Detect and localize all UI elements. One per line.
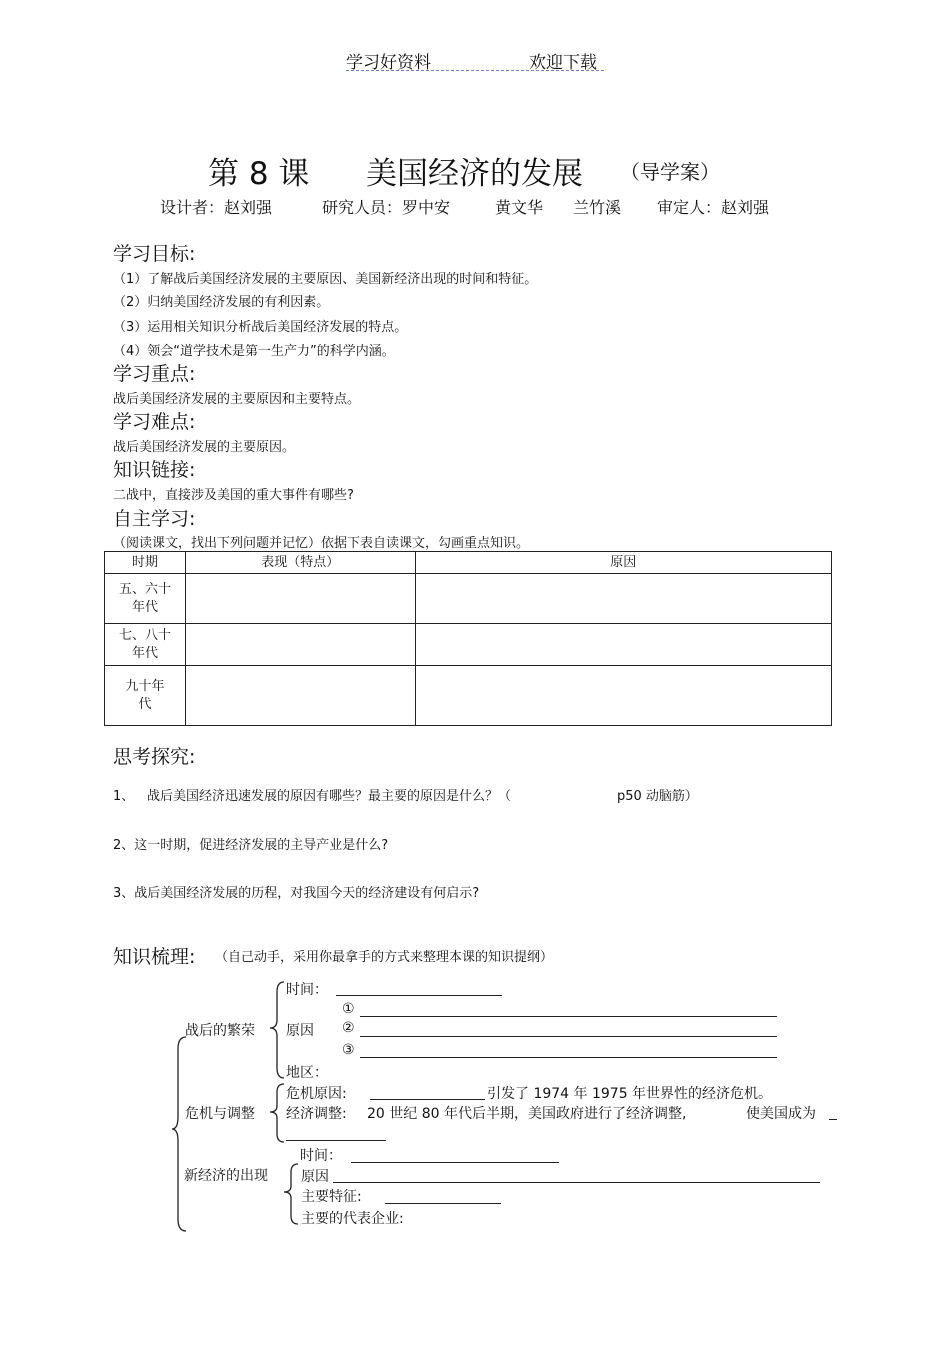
title-tag: （导学案）: [620, 160, 720, 184]
self-intro: （阅读课文，找出下列问题并记忆）依据下表自读课文，勾画重点知识。: [113, 536, 530, 551]
cause-cell[interactable]: [415, 574, 831, 624]
question-number: 1、: [113, 789, 135, 804]
designer: 设计者：赵刘强: [160, 198, 273, 217]
key-text: 战后美国经济发展的主要原因和主要特点。: [113, 392, 361, 407]
cause-cell[interactable]: [415, 666, 831, 726]
question-2: 2、这一时期，促进经济发展的主导产业是什么?: [113, 838, 389, 853]
crisis-result: 引发了 1974 年 1975 年世界性的经济危机。: [487, 1086, 773, 1102]
page-title: 美国经济的发展: [366, 156, 583, 192]
link-text: 二战中，直接涉及美国的重大事件有哪些?: [113, 488, 354, 503]
period-line: 七、八十: [118, 627, 171, 643]
period-cell: [105, 574, 186, 624]
period-line: 代: [138, 696, 152, 712]
time-blank[interactable]: [336, 995, 502, 996]
cause-marker: ②: [342, 1020, 355, 1036]
period-line: 年代: [131, 599, 158, 615]
table-row: [105, 666, 832, 726]
question-1: 战后美国经济迅速发展的原因有哪些？最主要的原因是什么？（: [147, 789, 512, 804]
period-line: 五、六十: [118, 581, 171, 597]
goal-item: （2）归纳美国经济发展的有利因素。: [113, 295, 330, 310]
main-brace: [170, 1035, 190, 1235]
region-label: 地区：: [286, 1065, 328, 1081]
goals-heading: 学习目标:: [113, 243, 196, 265]
feature-cell[interactable]: [185, 666, 415, 726]
prosperity-brace: [268, 980, 288, 1082]
table-header-row: [105, 552, 832, 574]
neweco-feature-label: 主要特征:: [301, 1189, 362, 1205]
crisis-cause-label: 危机原因:: [286, 1086, 347, 1102]
neweco-brace: [282, 1162, 302, 1228]
neweco-feature-blank[interactable]: [385, 1203, 501, 1204]
crisis-brace: [268, 1082, 288, 1144]
header-underline: [346, 70, 604, 71]
cause-blank[interactable]: [360, 1036, 777, 1037]
table-row: [105, 574, 832, 624]
feature-cell[interactable]: [185, 574, 415, 624]
neweco-time-label: 时间：: [300, 1148, 342, 1164]
goal-item: （1）了解战后美国经济发展的主要原因、美国新经济出现的时间和特征。: [113, 272, 538, 287]
neweco-cause-blank[interactable]: [333, 1182, 820, 1183]
time-label: 时间：: [286, 982, 328, 998]
goal-item: （4）领会“道学技术是第一生产力”的科学内涵。: [113, 344, 395, 359]
researcher-2: 黄文华: [495, 198, 544, 217]
table-header: 原因: [415, 552, 831, 574]
neweco-cause-label: 原因: [301, 1169, 329, 1185]
cause-marker: ③: [342, 1042, 355, 1058]
header-right: 欢迎下载: [529, 53, 597, 73]
cause-label: 原因: [286, 1023, 314, 1039]
adjust-blank[interactable]: [829, 1119, 837, 1120]
header-left: 学习好资料: [346, 53, 431, 73]
cause-blank[interactable]: [360, 1057, 777, 1058]
outline-heading: 知识梳理:: [113, 946, 196, 968]
period-line: 年代: [131, 645, 158, 661]
outline-note: （自己动手，采用你最拿手的方式来整理本课的知识提纲）: [215, 950, 554, 965]
adjust-text: 20 世纪 80 年代后半期，美国政府进行了经济调整,: [367, 1106, 687, 1122]
lesson-number: 第 8 课: [208, 156, 310, 192]
cause-cell[interactable]: [415, 624, 831, 666]
link-heading: 知识链接:: [113, 459, 196, 481]
think-heading: 思考探究:: [113, 746, 196, 768]
neweco-label: 新经济的出现: [184, 1168, 268, 1184]
goal-item: （3）运用相关知识分析战后美国经济发展的特点。: [113, 320, 408, 335]
cause-marker: ①: [342, 1001, 355, 1017]
researchers: 研究人员：罗中安: [322, 198, 451, 217]
key-heading: 学习重点:: [113, 363, 196, 385]
period-cell: [105, 666, 186, 726]
adjust-label: 经济调整:: [286, 1106, 347, 1122]
table-row: [105, 624, 832, 666]
neweco-time-blank[interactable]: [351, 1162, 559, 1163]
study-table: [104, 551, 832, 726]
crisis-cause-blank[interactable]: [370, 1099, 485, 1100]
question-3: 3、战后美国经济发展的历程，对我国今天的经济建设有何启示?: [113, 886, 480, 901]
period-line: 九十年: [125, 678, 165, 694]
reviewer: 审定人：赵刘强: [657, 198, 770, 217]
crisis-label: 危机与调整: [185, 1106, 255, 1122]
table-header: 时期: [105, 552, 186, 574]
adjust-blank[interactable]: [286, 1140, 386, 1141]
feature-cell[interactable]: [185, 624, 415, 666]
adjust-tail: 使美国成为: [746, 1106, 816, 1122]
table-header: 表现（特点）: [185, 552, 415, 574]
prosperity-label: 战后的繁荣: [185, 1023, 255, 1039]
difficulty-heading: 学习难点:: [113, 411, 196, 433]
researcher-3: 兰竹溪: [573, 198, 622, 217]
cause-blank[interactable]: [360, 1016, 777, 1017]
period-cell: [105, 624, 186, 666]
difficulty-text: 战后美国经济发展的主要原因。: [113, 440, 296, 455]
self-heading: 自主学习:: [113, 508, 196, 530]
question-1-ref: p50 动脑筋）: [617, 789, 698, 804]
neweco-companies-label: 主要的代表企业:: [301, 1211, 404, 1227]
